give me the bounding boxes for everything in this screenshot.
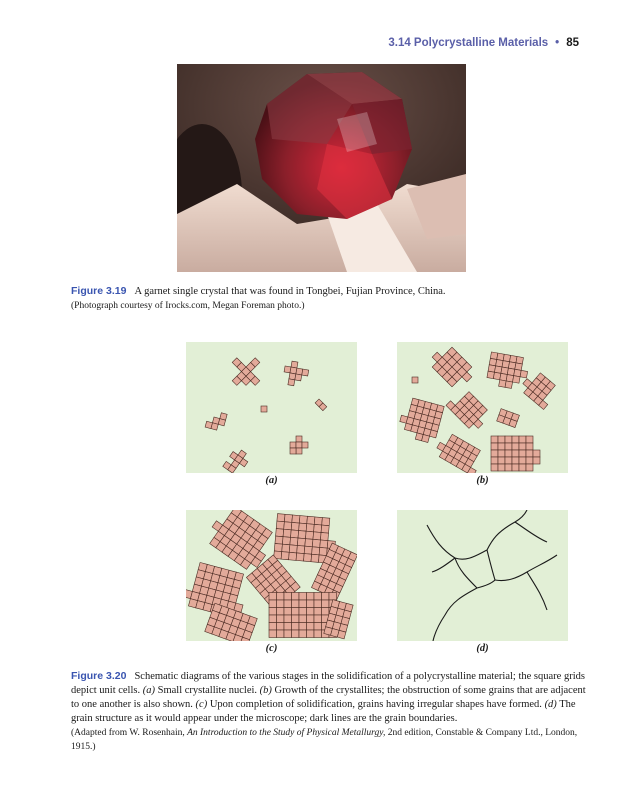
crystallite-grain [427, 342, 476, 391]
caption-ref-d: (d) [544, 699, 557, 710]
section-title: 3.14 Polycrystalline Materials [388, 37, 549, 49]
panel-b-growth [397, 342, 568, 473]
crystallite-grain [397, 396, 444, 444]
crystallite-grain [223, 349, 269, 395]
photo-credit: (Photograph courtesy of Irocks.com, Megan Foreman photo.) [71, 301, 305, 311]
figure-3-19-caption [71, 284, 586, 313]
crystallite-grain [205, 410, 227, 432]
caption-ref-a: (a) [142, 685, 155, 696]
crystallite-grain [315, 399, 327, 411]
figure-3-20-caption [71, 669, 586, 754]
panel-b-label: (b) [476, 475, 489, 486]
running-head [388, 37, 579, 49]
crystallite-grain [290, 436, 308, 454]
crystallite-grain [412, 377, 418, 383]
caption-seg-0: Schematic diagrams of the various stages in the solidification of a polycrystalline material; the square grids depict unit cells. [71, 671, 585, 696]
panel-a-label: (a) [265, 475, 278, 486]
crystallite-grain [205, 603, 258, 641]
crystallite-grain [491, 436, 540, 471]
garnet-photo [177, 64, 466, 272]
crystallite-drawing [397, 342, 568, 473]
crystallite-grain [446, 387, 492, 433]
caption-text: A garnet single crystal that was found in Tongbei, Fujian Province, China. [134, 286, 446, 297]
crystallite-grain [223, 447, 252, 473]
adaptation-credit [71, 728, 577, 752]
panel-c-solidified [186, 510, 357, 641]
caption-seg-8: The grain structure as it would appear under the microscope; dark lines are the grain boundaries. [71, 699, 576, 724]
caption-seg-2: Small crystallite nuclei. [154, 685, 260, 696]
crystallite-drawing [186, 510, 357, 641]
grain-boundary-lines [397, 510, 568, 641]
page-number: 85 [566, 37, 579, 49]
caption-ref-c: (c) [195, 699, 208, 710]
figure-label: Figure 3.20 [71, 670, 127, 682]
crystallite-grain [261, 406, 267, 412]
caption-seg-4: Growth of the crystallites; the obstruction of some grains that are adjacent to one another is also shown. [71, 685, 586, 710]
credit-book-title: An Introduction to the Study of Physical Metallurgy, [187, 728, 386, 738]
panel-c-label: (c) [265, 643, 278, 654]
panel-d-grain-boundaries [397, 510, 568, 641]
credit-prefix: (Adapted from W. Rosenhain, [71, 728, 188, 738]
caption-ref-b: (b) [259, 685, 272, 696]
panel-d-label: (d) [476, 643, 489, 654]
crystallite-grain [497, 409, 520, 428]
figure-label: Figure 3.19 [71, 285, 127, 297]
credit-suffix: 2nd edition, Constable & Company Ltd., London, 1915.) [71, 728, 578, 752]
panel-a-nuclei [186, 342, 357, 473]
separator-dot: • [555, 37, 560, 49]
crystallite-grain [486, 352, 530, 391]
crystallite-grain [434, 431, 486, 473]
crystallite-grain [282, 360, 310, 388]
caption-seg-6: Upon completion of solidification, grains having irregular shapes have formed. [207, 699, 545, 710]
crystallite-drawing [186, 342, 357, 473]
